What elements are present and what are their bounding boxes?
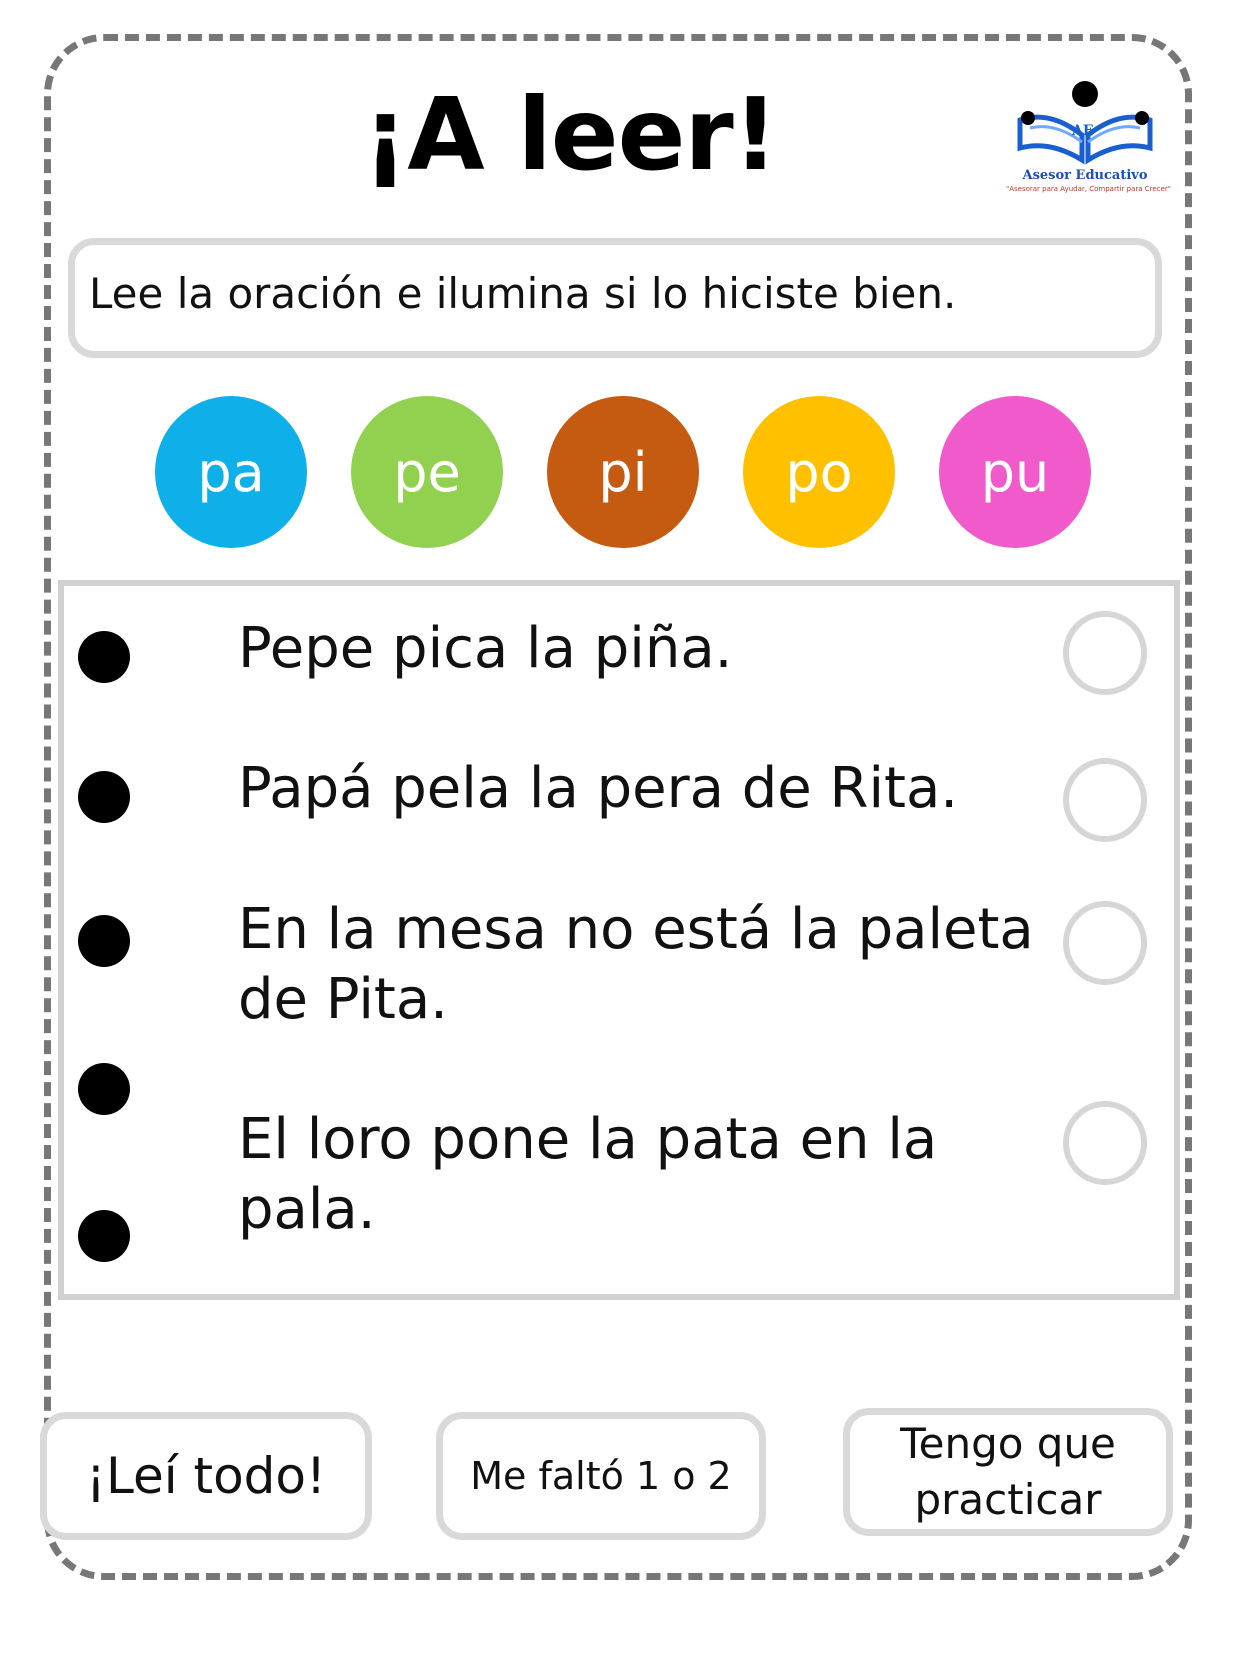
syllable-text: pu: [980, 440, 1050, 504]
instruction-box: [68, 238, 1162, 358]
bullet-icon: [78, 915, 130, 967]
missed-some-label: Me faltó 1 o 2: [470, 1454, 732, 1498]
bullet-icon: [78, 1210, 130, 1262]
sentence-4: El loro pone la pata en la pala.: [238, 1107, 938, 1242]
instruction-text: Lee la oración e ilumina si lo hiciste bien.: [89, 269, 957, 318]
missed-some-box[interactable]: [436, 1412, 766, 1540]
all-read-box[interactable]: [40, 1412, 372, 1540]
logo-slogan: "Asesorar para Ayudar, Compartir para Crecer": [1006, 185, 1171, 193]
syllable-text: po: [785, 440, 853, 504]
check-circle-1[interactable]: [1063, 611, 1147, 695]
syllable-circle-pi: [547, 396, 699, 548]
syllable-circle-po: [743, 396, 895, 548]
syllable-text: pi: [598, 440, 648, 504]
syllable-text: pa: [197, 440, 265, 504]
need-practice-label: Tengo que practicar: [900, 1419, 1116, 1524]
logo-initials: AE: [1072, 123, 1094, 139]
logo: [1006, 80, 1171, 200]
sentence-3: En la mesa no está la paleta de Pita.: [238, 897, 1034, 1032]
page-title: ¡A leer!: [362, 76, 778, 193]
book-logo-icon: [1010, 80, 1160, 170]
syllable-row: [155, 396, 1095, 548]
logo-name: Asesor Educativo: [1022, 168, 1148, 183]
need-practice-box[interactable]: [843, 1408, 1173, 1536]
bullet-icon: [78, 631, 130, 683]
bullet-icon: [78, 771, 130, 823]
bullet-icon: [78, 1063, 130, 1115]
check-circle-4[interactable]: [1063, 1101, 1147, 1185]
check-circle-2[interactable]: [1063, 758, 1147, 842]
syllable-circle-pa: [155, 396, 307, 548]
sentence-2: Papá pela la pera de Rita.: [238, 756, 959, 821]
sentence-1: Pepe pica la piña.: [238, 616, 733, 681]
syllable-circle-pe: [351, 396, 503, 548]
check-circle-3[interactable]: [1063, 901, 1147, 985]
all-read-label: ¡Leí todo!: [85, 1447, 327, 1505]
syllable-text: pe: [393, 440, 461, 504]
syllable-circle-pu: [939, 396, 1091, 548]
